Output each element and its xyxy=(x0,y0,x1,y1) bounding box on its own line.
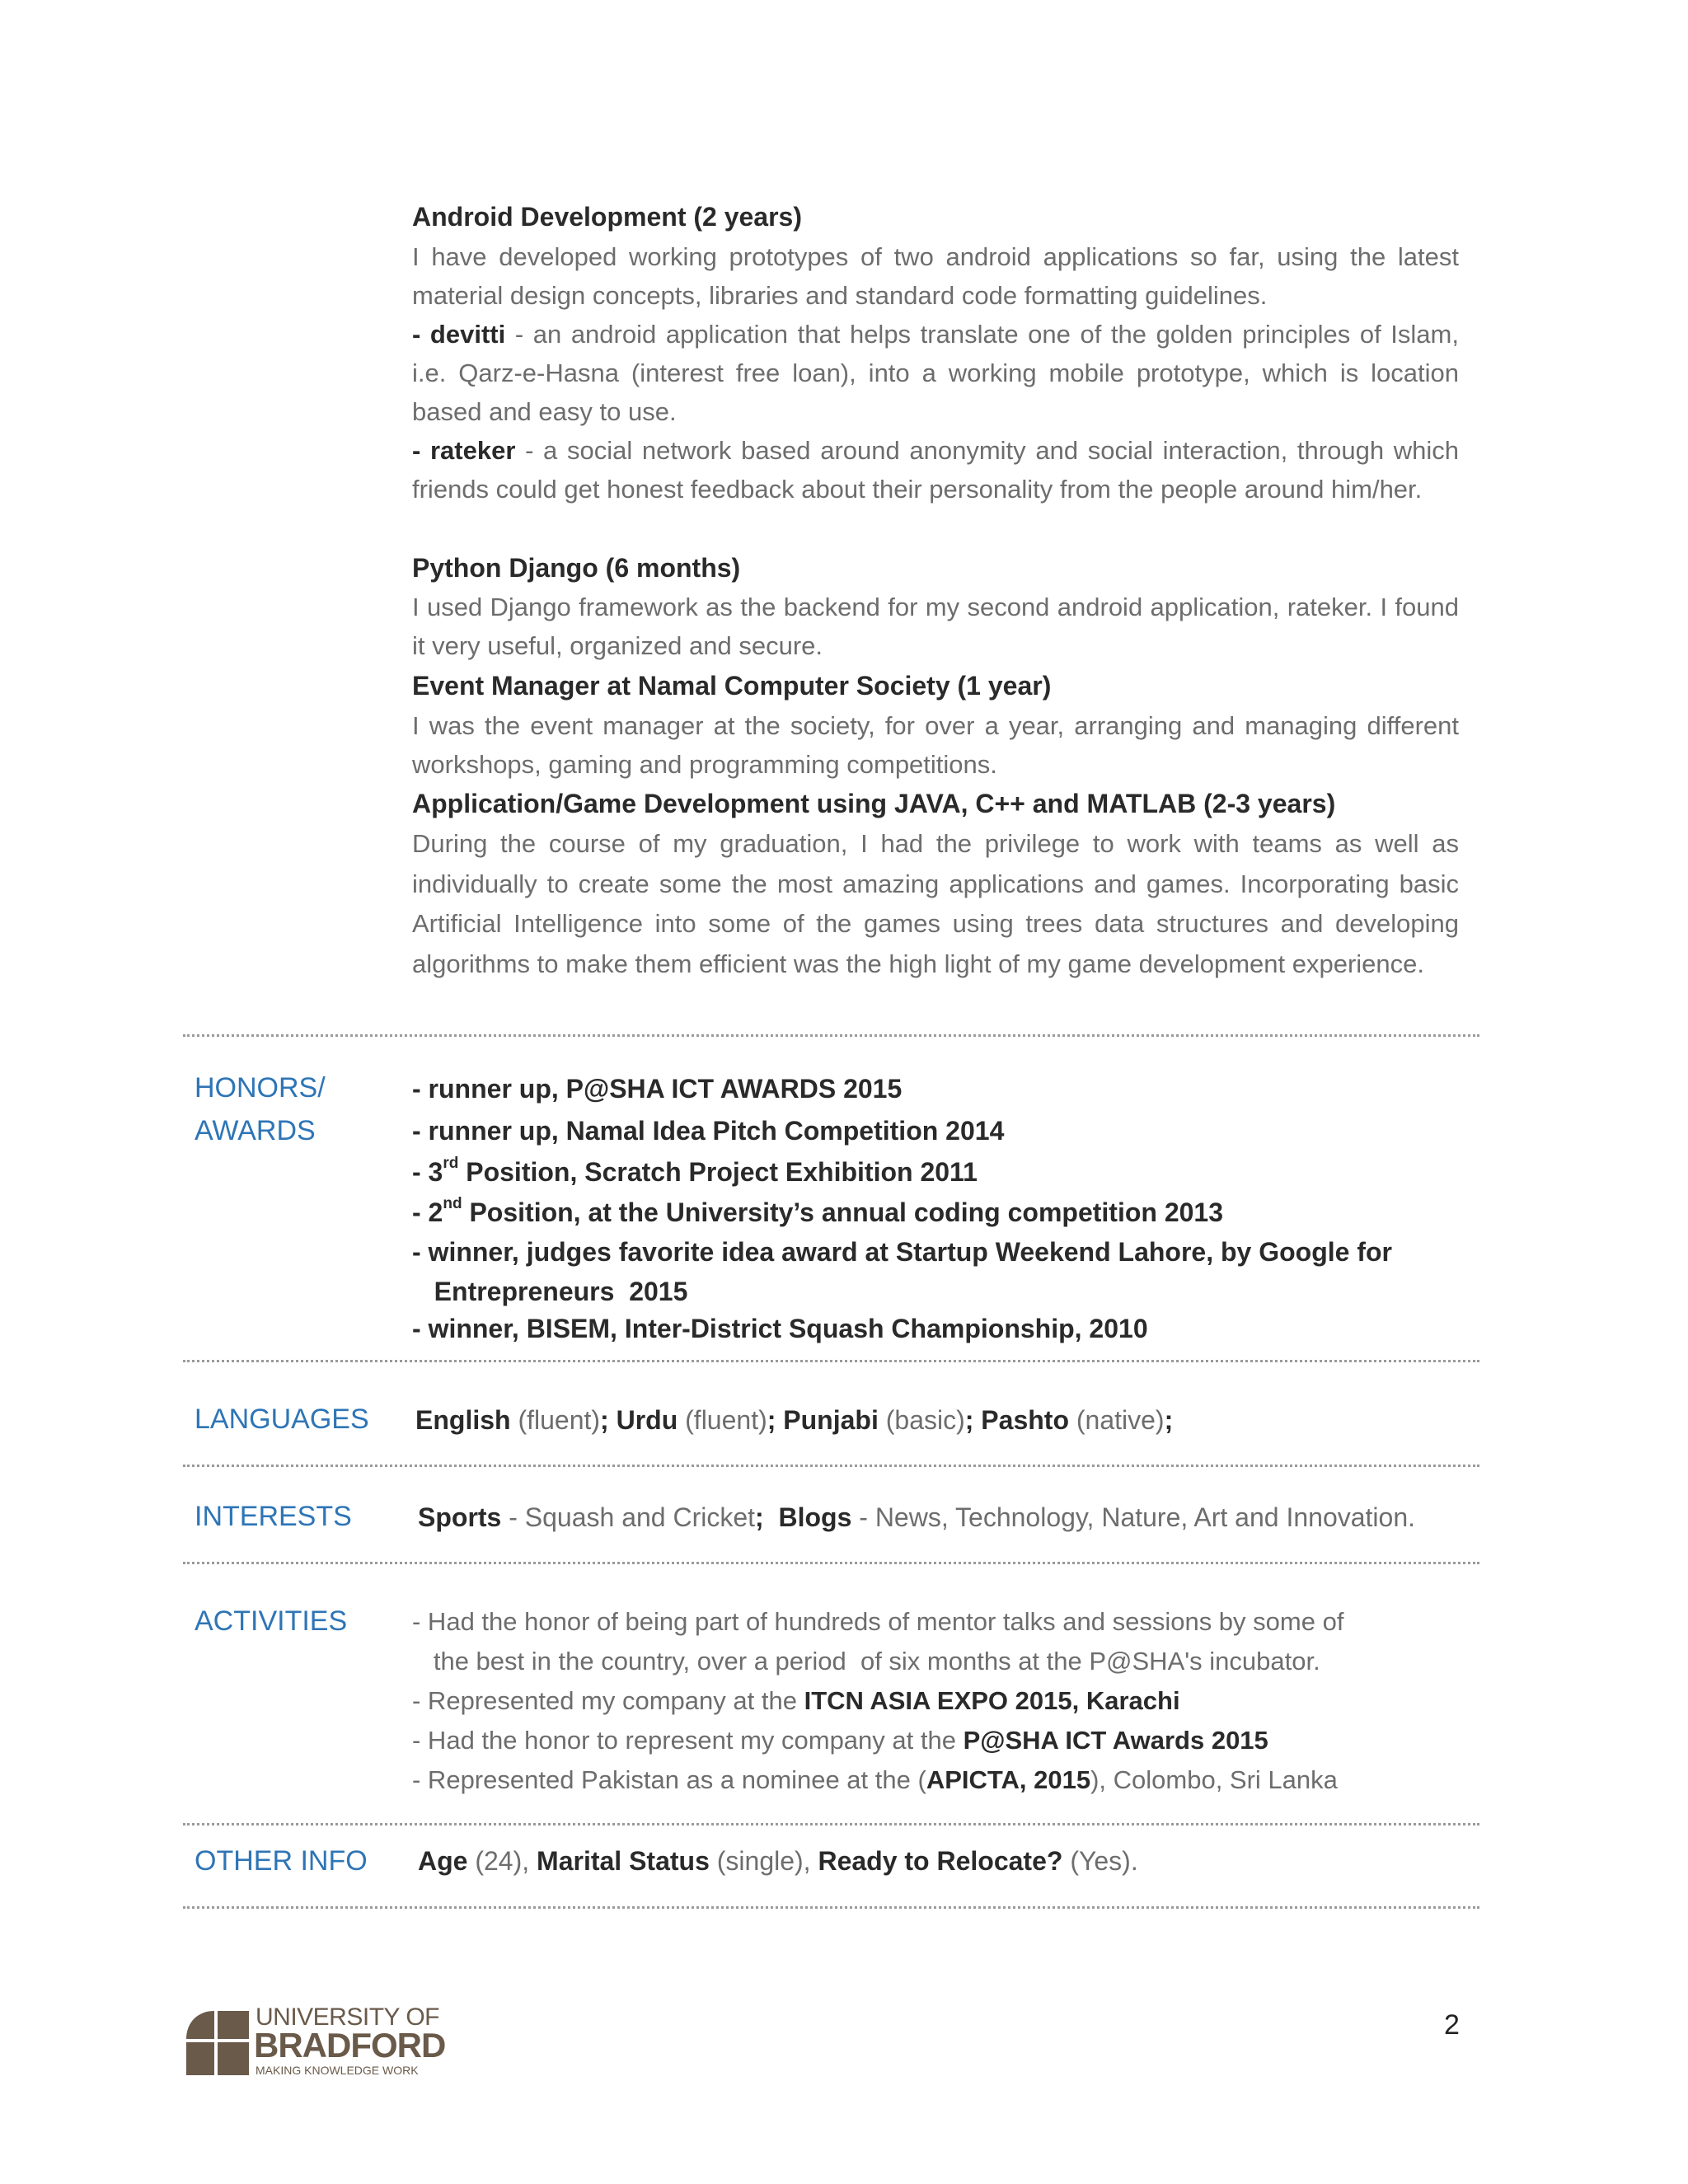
languages-list: English (fluent); Urdu (fluent); Punjabi (basic); Pashto (native); xyxy=(415,1405,1174,1435)
section-label-languages: LANGUAGES xyxy=(195,1404,369,1435)
interest-detail: - Squash and Cricket xyxy=(501,1502,756,1532)
experience-title: Application/Game Development using JAVA, C++ and MATLAB (2-3 years) xyxy=(412,789,1336,818)
logo-tagline: MAKING KNOWLEDGE WORK xyxy=(256,2064,419,2077)
logo-emblem-icon xyxy=(186,2011,249,2077)
project-name: - devitti xyxy=(412,320,506,349)
language-name: English xyxy=(415,1405,511,1435)
language-name: Pashto xyxy=(981,1405,1069,1435)
section-divider xyxy=(183,1360,1479,1362)
interest-name: Sports xyxy=(418,1502,502,1532)
section-divider xyxy=(183,1823,1479,1825)
award-item: - 3rd Position, Scratch Project Exhibition 2011 xyxy=(412,1155,978,1187)
other-info-line: Age (24), Marital Status (single), Ready to Relocate? (Yes). xyxy=(418,1846,1138,1876)
logo-university-of: UNIVERSITY OF xyxy=(256,2004,439,2031)
section-label-other-info: OTHER INFO xyxy=(195,1845,368,1877)
activity-line: the best in the country, over a period of six months at the P@SHA's incubator. xyxy=(412,1647,1320,1675)
logo-bradford: BRADFORD xyxy=(254,2026,446,2064)
experience-title: Android Development (2 years) xyxy=(412,202,802,232)
award-item-continued: Entrepreneurs 2015 xyxy=(412,1277,688,1306)
page-number: 2 xyxy=(1444,2009,1460,2041)
interests-list: Sports - Squash and Cricket; Blogs - News, Technology, Nature, Art and Innovation. xyxy=(418,1502,1416,1532)
language-level: (fluent) xyxy=(510,1405,601,1435)
interest-name: Blogs xyxy=(778,1502,852,1532)
project-description: - an android application that helps translate one of the golden principles of Islam, i.e. Qarz-e-Hasna (interest free loan), into a working mobile prototype, which is location based and easy to use. xyxy=(412,320,1459,426)
language-level: (native) xyxy=(1068,1405,1165,1435)
experience-paragraph: I used Django framework as the backend for my second android application, rateker. I found it very useful, organized and secure. xyxy=(412,593,1459,660)
language-name: Urdu xyxy=(616,1405,678,1435)
project-name: - rateker xyxy=(412,436,516,465)
section-label-interests: INTERESTS xyxy=(195,1501,352,1532)
university-logo xyxy=(186,2004,450,2079)
section-divider xyxy=(183,1562,1479,1564)
experience-title: Event Manager at Namal Computer Society (1 year) xyxy=(412,671,1052,701)
award-item: - runner up, Namal Idea Pitch Competition 2014 xyxy=(412,1116,1005,1146)
award-item: - winner, BISEM, Inter-District Squash Championship, 2010 xyxy=(412,1314,1148,1343)
activity-line: - Represented Pakistan as a nominee at the (APICTA, 2015), Colombo, Sri Lanka xyxy=(412,1765,1338,1794)
activity-line: - Had the honor to represent my company at the P@SHA ICT Awards 2015 xyxy=(412,1726,1268,1755)
section-divider xyxy=(183,1465,1479,1467)
language-level: (basic) xyxy=(878,1405,965,1435)
section-divider xyxy=(183,1034,1479,1037)
interest-detail: - News, Technology, Nature, Art and Innovation. xyxy=(851,1502,1416,1532)
project-description: - a social network based around anonymity and social interaction, through which friends could get honest feedback about their personality from the people around him/her. xyxy=(412,436,1459,504)
experience-paragraph: I have developed working prototypes of two android applications so far, using the latest material design concepts, libraries and standard code formatting guidelines. xyxy=(412,242,1459,310)
language-name: Punjabi xyxy=(783,1405,879,1435)
award-item: - winner, judges favorite idea award at Startup Weekend Lahore, by Google for xyxy=(412,1237,1392,1267)
section-label-honors: HONORS/ xyxy=(195,1072,326,1104)
section-label-activities: ACTIVITIES xyxy=(195,1605,348,1637)
section-label-awards: AWARDS xyxy=(195,1115,316,1146)
project-item-devitti xyxy=(412,315,1459,431)
experience-title: Python Django (6 months) xyxy=(412,553,741,583)
experience-paragraph: I was the event manager at the society, for over a year, arranging and managing different workshops, gaming and programming competitions. xyxy=(412,711,1459,779)
award-item: - runner up, P@SHA ICT AWARDS 2015 xyxy=(412,1074,903,1104)
experience-paragraph: During the course of my graduation, I had the privilege to work with teams as well as individually to create some the most amazing applications and games. Incorporating basic Artificial Intelligence into some of the games using trees data structures and developing algorithms to make them efficient was the high light of my game development experience. xyxy=(412,829,1459,978)
section-divider xyxy=(183,1906,1479,1909)
language-level: (fluent) xyxy=(678,1405,767,1435)
activity-line: - Represented my company at the ITCN ASIA EXPO 2015, Karachi xyxy=(412,1686,1180,1715)
award-item: - 2nd Position, at the University’s annual coding competition 2013 xyxy=(412,1195,1223,1227)
activity-line: - Had the honor of being part of hundreds of mentor talks and sessions by some of xyxy=(412,1607,1344,1636)
project-item-rateker xyxy=(412,431,1459,509)
